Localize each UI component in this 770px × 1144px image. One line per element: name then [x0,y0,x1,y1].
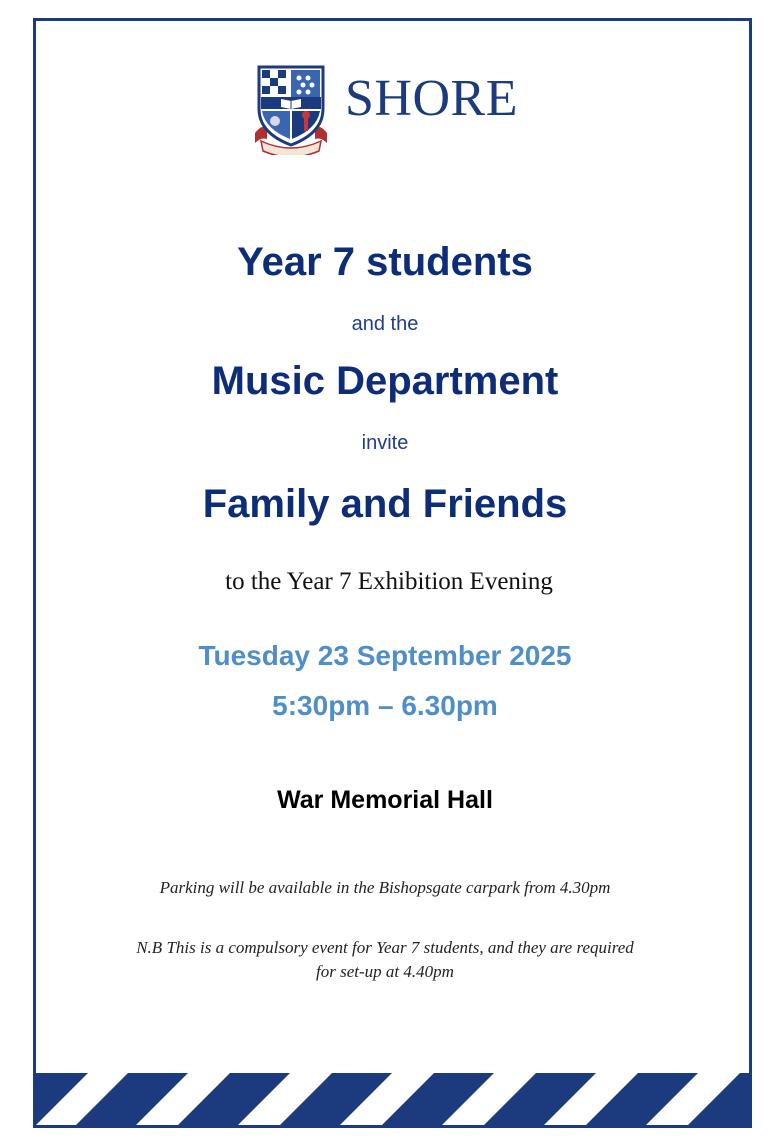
heading-family-and-friends: Family and Friends [202,482,568,526]
diagonal-stripe-band [36,1073,749,1125]
connector-and-the: and the [351,313,419,335]
connector-invite: invite [361,432,409,454]
event-description: to the Year 7 Exhibition Evening [225,568,553,595]
parking-note: Parking will be available in the Bishopsgate carpark from 4.30pm [159,878,611,897]
heading-year7-students: Year 7 students [237,240,533,284]
shore-wordmark: SHORE [345,70,518,127]
heading-music-department: Music Department [211,359,559,403]
compulsory-note-line2: for set-up at 4.40pm [316,962,454,981]
event-time: 5:30pm – 6.30pm [272,690,498,721]
event-date: Tuesday 23 September 2025 [198,640,572,671]
event-venue: War Memorial Hall [277,786,493,814]
shore-crest-icon [253,63,329,155]
shore-logo [253,63,543,159]
compulsory-note-line1: N.B This is a compulsory event for Year 7 students, and they are required [136,938,634,957]
